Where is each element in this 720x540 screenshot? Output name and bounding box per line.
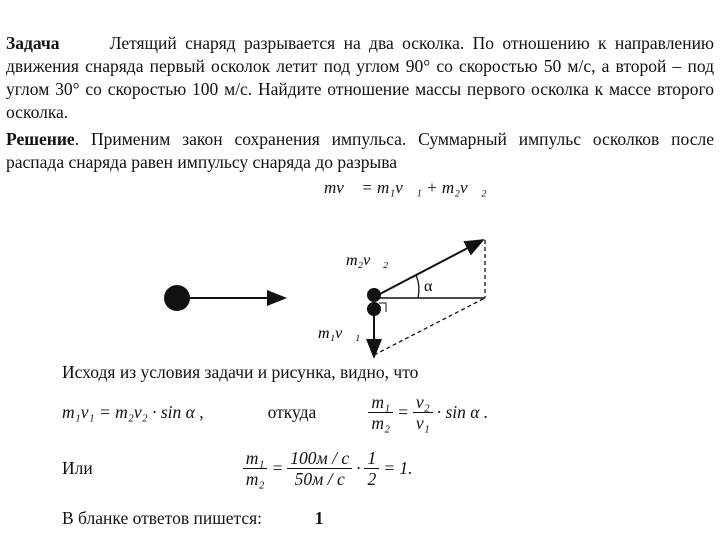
fragments-diagram [150, 225, 510, 365]
solution-text: . Применим закон сохранения импульса. Суммарный импульс осколков после распада снаряда равен импульсу снаряда до разрыва [6, 129, 714, 172]
fraction-half [364, 448, 379, 489]
frac-num-v2: v₂ [413, 392, 433, 413]
label-m1v1: m₁v⃗₁ [318, 325, 361, 342]
alt-result: = 1. [383, 458, 413, 478]
ratio-equation-row: m₁v₁ = m₂v₂ · sin α , откуда $\frac{\text{m₁}}{\text{m₂}}$ = $\frac{\text{v₂}}{\text{v₁}}$ · sin α . [62, 392, 489, 433]
task-label: Задача [6, 33, 60, 53]
fraction-m1-m2-alt [243, 448, 268, 489]
alt-computation-row: Или $\frac{\text{m₁}}{\text{m₂}}$ = $\frac{100м / с}{50м / с}$ · $\frac{1}{2}$ = 1. [62, 448, 413, 489]
frac-den-m2: m₂ [371, 413, 391, 433]
label-alpha: α [424, 278, 433, 295]
conclusion-text: Исходя из условия задачи и рисунка, видно, что [62, 362, 419, 382]
momentum-equation: mv⃗ = m₁v⃗₁ + m₂v⃗₂ [324, 178, 487, 197]
alt-num-1: 1 [364, 448, 379, 469]
label-m2v2: m₂v⃗₂ [346, 252, 389, 269]
fraction-v2-v1 [413, 392, 433, 433]
fragment-1 [367, 302, 381, 316]
task-text: Летящий снаряд разрывается на два осколка. По отношению к направлению движения снаряда первый осколок летит под углом 90° со скоростью 50 м/с, а второй – под углом 30° со скоростью 100 м/с. Найдите отношение массы первого осколка к массе второго осколка. [6, 33, 715, 122]
angle-arc [416, 275, 419, 298]
alt-den-2: 2 [367, 469, 377, 489]
alt-num-m1: m₁ [243, 448, 268, 469]
answer-text: В бланке ответов пишется: [62, 508, 263, 528]
alt-dot: · [356, 458, 361, 478]
answer-line [62, 508, 324, 529]
dashed-diagonal [374, 298, 485, 355]
eq-right-tail: · sin α . [436, 402, 489, 422]
word-whence: откуда [267, 402, 317, 422]
fraction-m1-m2 [368, 392, 393, 433]
projectile-ball [164, 285, 190, 311]
frac-den-v1: v₁ [415, 413, 430, 433]
frac-num-m1: m₁ [368, 392, 393, 413]
eq-left: m₁v₁ = m₂v₂ · sin α , [62, 402, 204, 422]
alt-den-50: 50м / с [294, 469, 345, 489]
answer-value: 1 [314, 508, 324, 528]
word-or: Или [62, 458, 93, 478]
fraction-velocities [287, 448, 352, 489]
solution-paragraph [6, 128, 714, 174]
solution-label: Решение [6, 129, 75, 149]
alt-num-100: 100м / с [287, 448, 352, 469]
alt-den-m2: m₂ [245, 469, 265, 489]
task-paragraph [6, 32, 714, 124]
